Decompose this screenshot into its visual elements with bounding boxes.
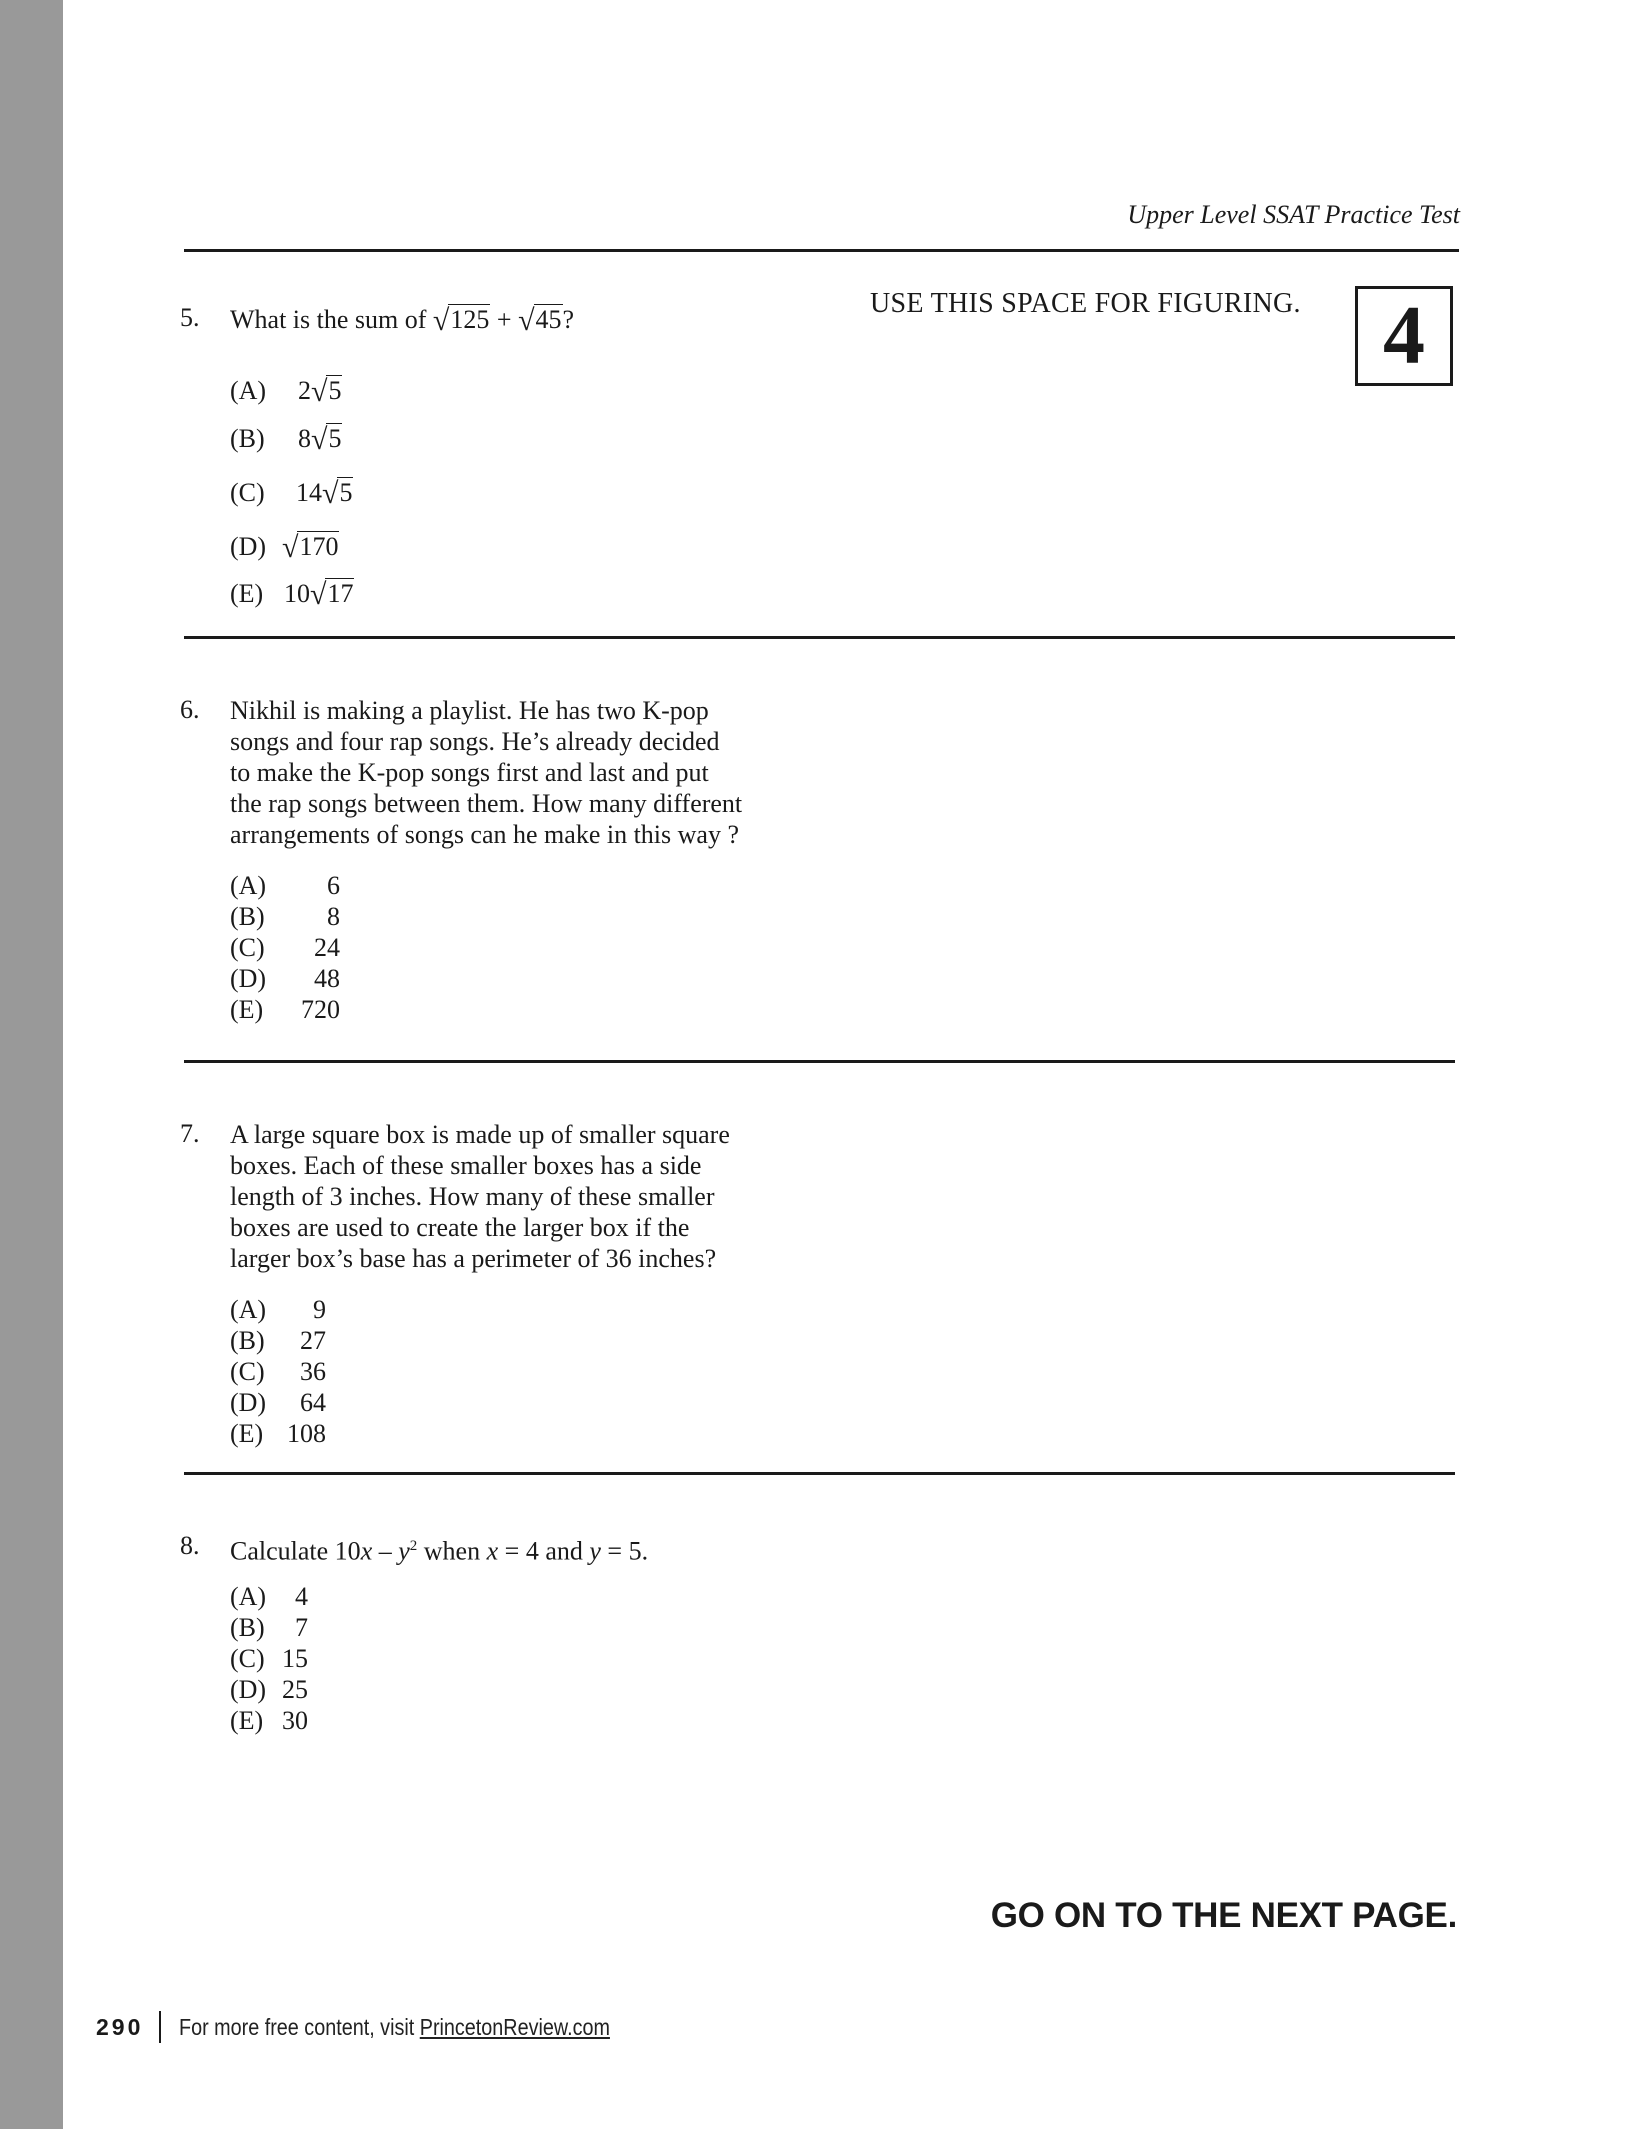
answer-choice[interactable]: (D) 48	[230, 964, 340, 993]
radical-expression: √5	[311, 423, 342, 456]
page-number: 290	[96, 2013, 144, 2040]
answer-choice[interactable]: (E) 720	[230, 995, 340, 1024]
choice-letter: (D)	[230, 532, 267, 561]
answer-choice[interactable]: (D) 25	[230, 1675, 308, 1704]
question-number: 7.	[180, 1119, 200, 1148]
answer-choice[interactable]: (E) 108	[230, 1419, 326, 1448]
answer-choice[interactable]	[230, 373, 342, 407]
radical-expression: √170	[282, 531, 339, 564]
question-number: 6.	[180, 695, 200, 724]
choice-letter: (A)	[230, 376, 267, 405]
answer-choice[interactable]: (C) 15	[230, 1644, 308, 1673]
page-edge-strip	[0, 0, 63, 2129]
stem-line: length of 3 inches. How many of these smaller	[230, 1182, 715, 1211]
stem-line: boxes are used to create the larger box if the	[230, 1213, 690, 1242]
answer-choice[interactable]: (A) 6	[230, 871, 340, 900]
answer-choices	[230, 1294, 326, 1449]
answer-choice[interactable]: (C) 24	[230, 933, 340, 962]
answer-choice[interactable]	[230, 576, 354, 610]
radicand: 5	[328, 424, 342, 453]
question-divider	[184, 636, 1455, 639]
stem-line: arrangements of songs can he make in this way ?	[230, 820, 740, 849]
question-divider	[184, 1472, 1455, 1475]
radicand: 45	[535, 305, 562, 334]
page-footer	[96, 2011, 680, 2043]
plus-sign: +	[496, 305, 512, 334]
stem-line: A large square box is made up of smaller square	[230, 1120, 730, 1149]
footer-text: For more free content, visit PrincetonReview.com	[179, 2013, 611, 2040]
answer-choice[interactable]: (E) 30	[230, 1706, 308, 1735]
coefficient: 2	[298, 376, 311, 405]
answer-choice[interactable]	[230, 475, 353, 509]
radical-expression: √45	[518, 304, 562, 337]
answer-choice[interactable]: (A) 9	[230, 1295, 326, 1324]
princeton-review-link[interactable]: PrincetonReview.com	[420, 2013, 611, 2040]
footer-divider	[159, 2011, 161, 2043]
question-divider	[184, 1060, 1455, 1063]
choice-letter: (B)	[230, 424, 265, 453]
question-number: 8.	[180, 1531, 200, 1560]
answer-choice[interactable]: (B) 7	[230, 1613, 308, 1642]
radical-expression: √5	[322, 477, 353, 510]
coefficient: 8	[298, 424, 311, 453]
running-head: Upper Level SSAT Practice Test	[1127, 200, 1460, 229]
answer-choice[interactable]: (D) 64	[230, 1388, 326, 1417]
answer-choice[interactable]: (A) 4	[230, 1582, 308, 1611]
radicand: 5	[339, 478, 353, 507]
section-number-box: 4	[1355, 286, 1453, 386]
radicand: 125	[450, 305, 490, 334]
radical-expression: √125	[432, 304, 490, 337]
answer-choice[interactable]: (C) 36	[230, 1357, 326, 1386]
radicand: 170	[299, 532, 339, 561]
stem-line: larger box’s base has a perimeter of 36 inches?	[230, 1244, 717, 1273]
choice-letter: (C)	[230, 478, 265, 507]
header-rule	[184, 249, 1459, 252]
question-stem: Calculate $10x - y^2$ when x = 4 and y = 5.	[230, 1536, 649, 1566]
radicand: 5	[328, 376, 342, 405]
answer-choice[interactable]: (B) 27	[230, 1326, 326, 1355]
question-stem	[230, 303, 574, 335]
radical-expression: √17	[310, 578, 354, 611]
stem-line: songs and four rap songs. He’s already decided	[230, 727, 720, 756]
question-number: 5.	[180, 303, 200, 332]
answer-choices	[230, 870, 340, 1025]
go-on-notice: GO ON TO THE NEXT PAGE.	[990, 1896, 1457, 1935]
coefficient: 10	[284, 579, 310, 608]
choice-letter: (E)	[230, 579, 264, 608]
radical-expression: √5	[311, 375, 342, 408]
question-stem	[230, 1119, 790, 1274]
radicand: 17	[327, 579, 354, 608]
answer-choices	[230, 1581, 308, 1736]
coefficient: 14	[296, 478, 322, 507]
answer-choice[interactable]	[230, 421, 342, 455]
stem-line: Nikhil is making a playlist. He has two K-pop	[230, 696, 709, 725]
answer-choice[interactable]	[230, 529, 339, 563]
question-mark: ?	[562, 305, 575, 334]
stem-line: the rap songs between them. How many different	[230, 789, 743, 818]
stem-line: to make the K-pop songs first and last and put	[230, 758, 709, 787]
stem-text: What is the sum of	[230, 305, 427, 334]
answer-choice[interactable]: (B) 8	[230, 902, 340, 931]
stem-line: boxes. Each of these smaller boxes has a side	[230, 1151, 702, 1180]
figuring-space-label: USE THIS SPACE FOR FIGURING.	[870, 288, 1301, 319]
question-stem	[230, 695, 790, 850]
